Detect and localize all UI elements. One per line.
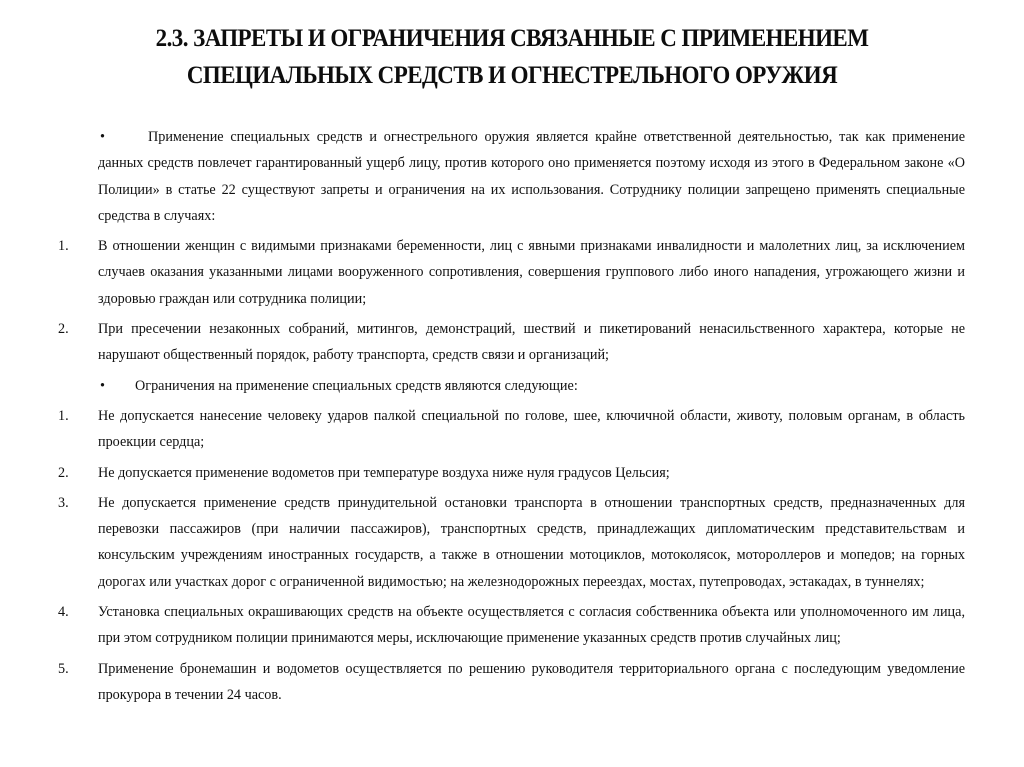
item-text: При пресечении незаконных собраний, митингов, демонстраций, шествий и пикетирований ненасильственного характера, которые не нарушают общественный порядок, работу транспорта, средств связи и организаций; — [98, 321, 965, 364]
list-number: 1. — [58, 407, 69, 424]
list-number: 5. — [58, 660, 69, 677]
prohibition-item — [58, 233, 965, 312]
restriction-item — [58, 656, 965, 709]
intro-text: Применение специальных средств и огнестрельного оружия является крайне ответственной деятельностью, так как применение данных средств повлечет гарантированный ущерб лицу, против которого оно применяется поэтому исходя из этого в Федеральном законе «О Полиции» в статье 22 существуют запреты и ограничения на их использования. Сотруднику полиции запрещено применять специальные средства в случаях: — [98, 129, 965, 224]
item-text: Применение бронемашин и водометов осуществляется по решению руководителя территориального органа с последующим уведомление прокурора в течении 24 часов. — [98, 660, 965, 703]
restriction-item — [58, 599, 965, 652]
restrictions-heading-text: Ограничения на применение специальных средств являются следующие: — [135, 377, 578, 394]
list-number: 2. — [58, 464, 69, 481]
restriction-item — [58, 460, 965, 486]
item-text: Не допускается применение водометов при температуре воздуха ниже нуля градусов Цельсия; — [98, 464, 670, 481]
item-text: Не допускается нанесение человеку ударов палкой специальной по голове, шее, ключичной области, животу, половым органам, в область проекции сердца; — [98, 407, 965, 451]
list-number: 4. — [58, 604, 69, 621]
item-text: Не допускается применение средств принудительной остановки транспорта в отношении транспортных средств, предназначенных для перевозки пассажиров (при наличии пассажиров), транспортных средств, принадлежащих дипломатическим представительствам и консульским учреждениям иностранных государств, а также в отношении мотоциклов, мотоколясок, мотороллеров и мопедов; на горных дорогах или участках дорог с ограниченной видимостью; на железнодорожных переездах, мостах, путепроводах, эстакадах, в туннелях; — [98, 494, 965, 590]
bullet-icon: • — [100, 377, 105, 394]
page-title — [96, 20, 928, 94]
title-line-2: СПЕЦИАЛЬНЫХ СРЕДСТВ И ОГНЕСТРЕЛЬНОГО ОРУЖИЯ — [186, 62, 838, 89]
restrictions-heading — [98, 373, 965, 399]
list-number: 2. — [58, 321, 69, 338]
document-body — [0, 124, 1024, 708]
prohibition-item — [58, 316, 965, 369]
item-text: В отношении женщин с видимыми признаками беременности, лиц с явными признаками инвалидности и малолетних лиц, за исключением случаев оказания указанными лицами вооруженного сопротивления, совершения группового либо иного нападения, угрожающего жизни и здоровью граждан или сотрудника полиции; — [98, 238, 965, 307]
bullet-icon: • — [100, 129, 105, 145]
restriction-item — [58, 403, 965, 456]
list-number: 1. — [58, 238, 69, 255]
item-text: Установка специальных окрашивающих средств на объекте осуществляется с согласия собственника объекта или уполномоченного им лица, при этом сотрудником полиции принимаются меры, исключающие применение указанных средств против случайных лиц; — [98, 604, 965, 647]
list-number: 3. — [58, 494, 69, 511]
intro-paragraph — [98, 124, 965, 229]
restriction-item — [58, 490, 965, 595]
title-line-1: 2.3. ЗАПРЕТЫ И ОГРАНИЧЕНИЯ СВЯЗАННЫЕ С ПРИМЕНЕНИЕМ — [155, 25, 869, 52]
